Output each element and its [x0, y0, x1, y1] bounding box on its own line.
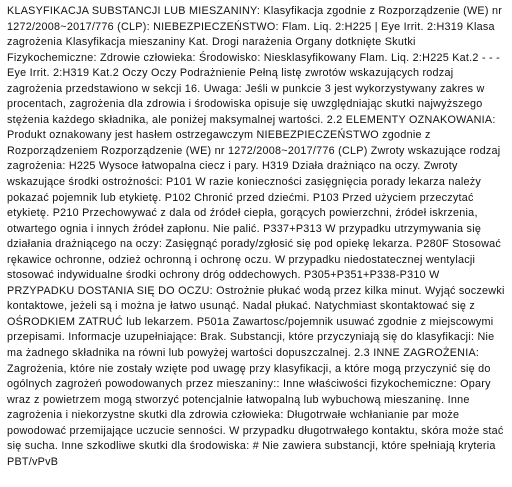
hazard-identification-paragraph: KLASYFIKACJA SUBSTANCJI LUB MIESZANINY: Klasyfikacja zgodnie z Rozporządzenie (WE) nr 1272/2008~2017/776 (CLP): NIEBEZPIECZEŃSTWO: Flam. Liq. 2:H225 | Eye Irrit. 2:H319 Klasa zagrożenia Klasyfikacja mieszaniny Kat. Drogi narażenia Organy dotknięte Skutki Fizykochemiczne: Zdrowie człowieka: Środowisko: Niesklasyfikowany Flam. Liq. 2:H225 Kat.2 - - - Eye Irrit. 2:H319 Kat.2 Oczy Oczy Podrażnienie Pełną listę zwrotów wskazujących rodzaj zagrożenia przedstawiono w sekcji 16. Uwaga: Jeśli w punkcie 3 jest wykorzystywany zakres w procentach, zagrożenia dla zdrowia i środowiska opisuje się uwzględniając skutki najwyższego stężenia każdego składnika, ale poniżej maksymalnej wartości. 2.2 ELEMENTY OZNAKOWANIA: Produkt oznakowany jest hasłem ostrzegawczym NIEBEZPIECZEŃSTWO zgodnie z Rozporządzeniem Rozporządzenie (WE) nr 1272/2008~2017/776 (CLP) Zwroty wskazujące rodzaj zagrożenia: H225 Wysoce łatwopalna ciecz i pary. H319 Działa drażniąco na oczy. Zwroty wskazujące środki ostrożności: P101 W razie konieczności zasięgnięcia porady lekarza należy pokazać pojemnik lub etykietę. P102 Chronić przed dziećmi. P103 Przed użyciem przeczytać etykietę. P210 Przechowywać z dala od źródeł ciepła, gorących powierzchni, źródeł iskrzenia, otwartego ognia i innych źródeł zapłonu. Nie palić. P337+P313 W przypadku utrzymywania się działania drażniącego na oczy: Zasięgnąć porady/zgłosić się pod opiekę lekarza. P280F Stosować rękawice ochronne, odzież ochronną i ochronę oczu. W przypadku niedostatecznej wentylacji stosować indywidualne środki ochrony dróg oddechowych. P305+P351+P338-P310 W PRZYPADKU DOSTANIA SIĘ DO OCZU: Ostrożnie płukać wodą przez kilka minut. Wyjąć soczewki kontaktowe, jeżeli są i można je łatwo usunąć. Nadal płukać. Natychmiast skontaktować się z OŚRODKIEM ZATRUĆ lub lekarzem. P501a Zawartosc/pojemnik usuwać zgodnie z miejscowymi przepisami. Informacje uzupełniające: Brak. Substancji, które przyczyniają się do klasyfikacji: Nie ma żadnego składnika na równi lub powyżej wartości dopuszczalnej. 2.3 INNE ZAGROŻENIA: Zagrożenia, które nie zostały wzięte pod uwagę przy klasyfikacji, a które mogą przyczynić się do ogólnych zagrożeń powodowanych przez mieszaniny:: Inne właściwości fizykochemiczne: Opary wraz z powietrzem mogą stworzyć potencjalnie łatwopalną lub wybuchową mieszaninę. Inne zagrożenia i niekorzystne skutki dla zdrowia człowieka: Długotrwałe wchłanianie par może powodować przemijające uczucie senności. W przypadku długotrwałego kontaktu, skóra może stać się sucha. Inne szkodliwe skutki dla środowiska: # Nie zawiera substancji, które spełniają kryteria PBT/vPvB: [7, 5, 505, 468]
